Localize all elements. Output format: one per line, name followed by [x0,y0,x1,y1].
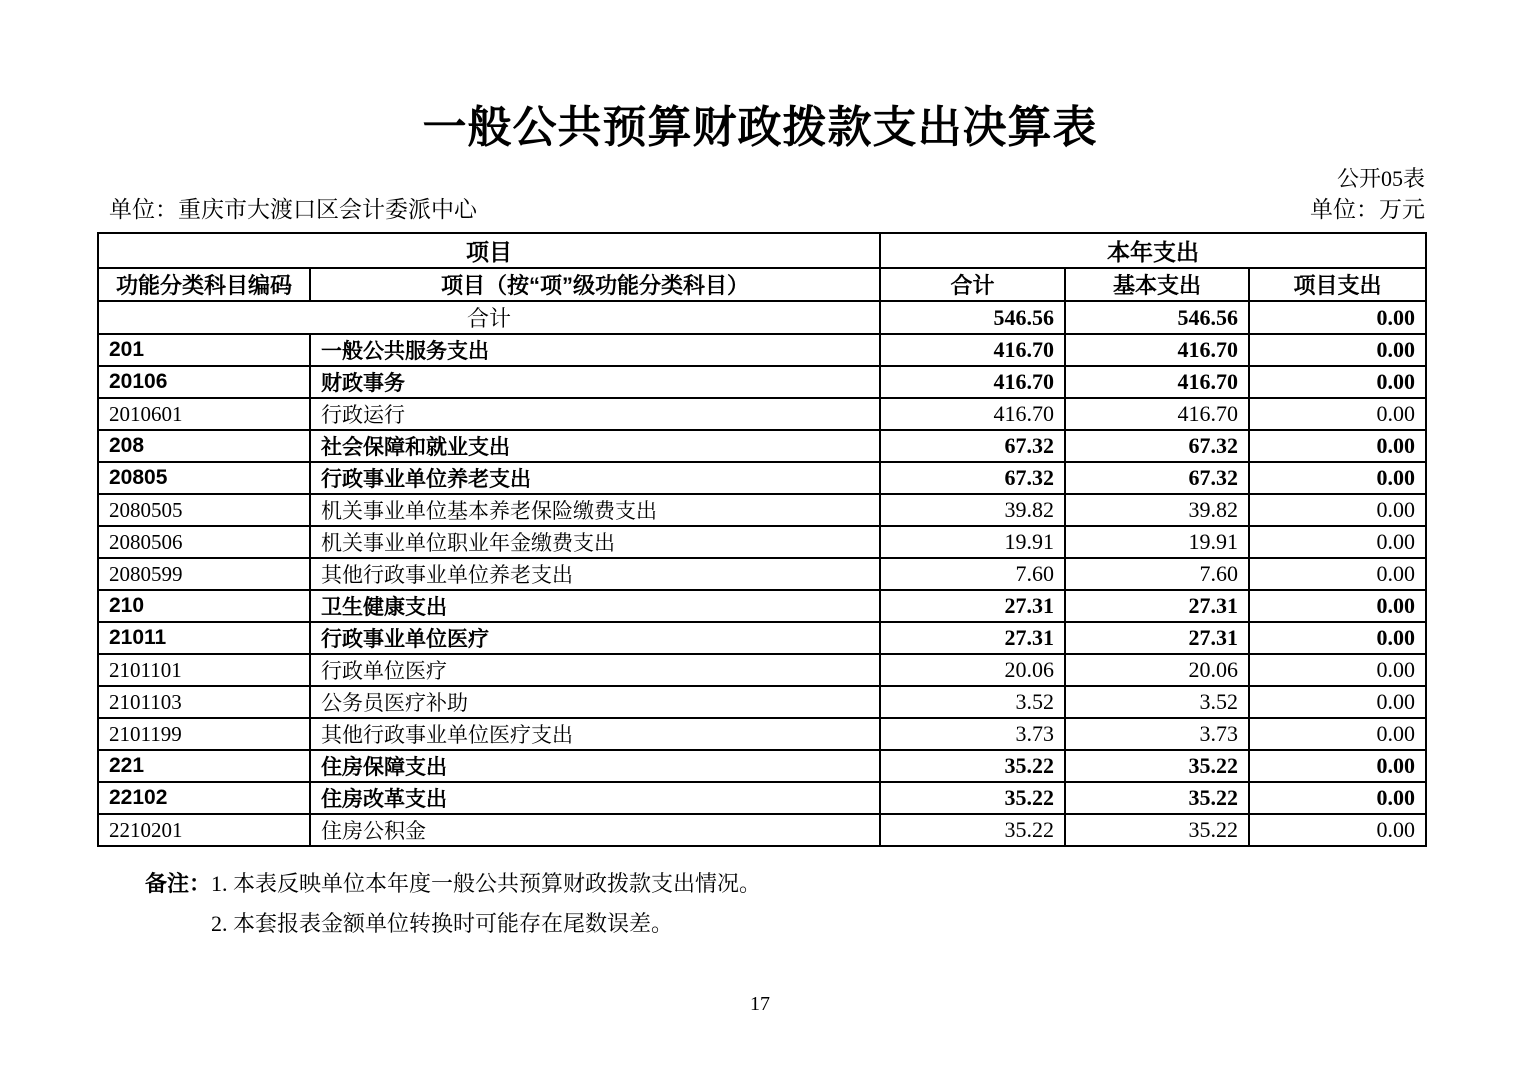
notes-label: 备注： [145,871,212,896]
table-row [98,814,1426,846]
cell-item-name: 其他行政事业单位养老支出 [310,558,880,590]
table-row [98,558,1426,590]
cell-project: 0.00 [1249,750,1426,782]
cell-total: 416.70 [880,366,1065,398]
cell-basic: 35.22 [1065,782,1249,814]
cell-item-name: 行政单位医疗 [310,654,880,686]
cell-basic: 27.31 [1065,622,1249,654]
cell-code: 2101103 [98,686,310,718]
cell-total: 67.32 [880,462,1065,494]
cell-basic: 35.22 [1065,814,1249,846]
table-row [98,718,1426,750]
cell-project: 0.00 [1249,558,1426,590]
cell-project: 0.00 [1249,494,1426,526]
cell-item-name: 机关事业单位职业年金缴费支出 [310,526,880,558]
notes-lines [211,864,761,944]
header-group-current-year: 本年支出 [880,233,1426,268]
cell-project: 0.00 [1249,462,1426,494]
table-total-row [98,301,1426,334]
table-row [98,430,1426,462]
table-header-row [98,268,1426,301]
table-row [98,334,1426,366]
note-item: 1. 本表反映单位本年度一般公共预算财政拨款支出情况。 [211,871,762,896]
cell-total: 35.22 [880,782,1065,814]
table-row [98,462,1426,494]
cell-project: 0.00 [1249,814,1426,846]
cell-item-name: 行政运行 [310,398,880,430]
table-row [98,686,1426,718]
table-row [98,590,1426,622]
cell-item-name: 其他行政事业单位医疗支出 [310,718,880,750]
cell-item-name: 行政事业单位医疗 [310,622,880,654]
cell-code: 22102 [98,782,310,814]
table-row [98,494,1426,526]
cell-code: 2101199 [98,718,310,750]
note-item: 2. 本套报表金额单位转换时可能存在尾数误差。 [211,911,674,936]
cell-item-name: 机关事业单位基本养老保险缴费支出 [310,494,880,526]
cell-total: 35.22 [880,750,1065,782]
cell-total: 3.52 [880,686,1065,718]
cell-project: 0.00 [1249,622,1426,654]
budget-expenditure-table [97,232,1427,847]
cell-basic: 67.32 [1065,462,1249,494]
total-row-label: 合计 [98,301,880,334]
cell-basic: 19.91 [1065,526,1249,558]
cell-basic: 27.31 [1065,590,1249,622]
cell-item-name: 财政事务 [310,366,880,398]
cell-total: 27.31 [880,622,1065,654]
cell-total: 35.22 [880,814,1065,846]
cell-code: 21011 [98,622,310,654]
cell-basic: 416.70 [1065,334,1249,366]
cell-code: 20805 [98,462,310,494]
cell-project: 0.00 [1249,590,1426,622]
cell-code: 2080506 [98,526,310,558]
cell-item-name: 一般公共服务支出 [310,334,880,366]
cell-item-name: 住房公积金 [310,814,880,846]
page-title: 一般公共预算财政拨款支出决算表 [422,103,1098,152]
header-function-code: 功能分类科目编码 [98,268,310,301]
cell-code: 210 [98,590,310,622]
table-row [98,398,1426,430]
cell-code: 2080599 [98,558,310,590]
cell-basic: 546.56 [1065,301,1249,334]
cell-total: 67.32 [880,430,1065,462]
cell-code: 2080505 [98,494,310,526]
cell-project: 0.00 [1249,526,1426,558]
cell-total: 546.56 [880,301,1065,334]
page-number: 17 [750,993,770,1015]
cell-total: 20.06 [880,654,1065,686]
table-row [98,366,1426,398]
cell-total: 19.91 [880,526,1065,558]
cell-item-name: 住房保障支出 [310,750,880,782]
notes-section [145,864,1425,944]
cell-basic: 35.22 [1065,750,1249,782]
unit-org-label: 单位：重庆市大渡口区会计委派中心 [109,197,477,222]
unit-currency-label: 单位：万元 [1310,197,1425,222]
cell-basic: 3.73 [1065,718,1249,750]
cell-code: 20106 [98,366,310,398]
cell-item-name: 住房改革支出 [310,782,880,814]
cell-total: 7.60 [880,558,1065,590]
header-group-item: 项目 [98,233,880,268]
cell-code: 221 [98,750,310,782]
cell-total: 27.31 [880,590,1065,622]
cell-code: 2010601 [98,398,310,430]
header-project-expenditure: 项目支出 [1249,268,1426,301]
cell-total: 416.70 [880,334,1065,366]
meta-row [97,194,1425,226]
header-total: 合计 [880,268,1065,301]
cell-total: 3.73 [880,718,1065,750]
cell-basic: 416.70 [1065,398,1249,430]
table-row [98,782,1426,814]
table-row [98,526,1426,558]
table-header-group-row [98,233,1426,268]
cell-total: 416.70 [880,398,1065,430]
cell-project: 0.00 [1249,654,1426,686]
table-row [98,654,1426,686]
cell-item-name: 行政事业单位养老支出 [310,462,880,494]
cell-basic: 3.52 [1065,686,1249,718]
cell-basic: 416.70 [1065,366,1249,398]
table-row [98,750,1426,782]
cell-project: 0.00 [1249,366,1426,398]
header-basic-expenditure: 基本支出 [1065,268,1249,301]
cell-code: 208 [98,430,310,462]
cell-code: 2210201 [98,814,310,846]
cell-basic: 7.60 [1065,558,1249,590]
cell-project: 0.00 [1249,398,1426,430]
header-item-name: 项目（按“项”级功能分类科目） [310,268,880,301]
cell-project: 0.00 [1249,301,1426,334]
cell-basic: 39.82 [1065,494,1249,526]
cell-basic: 67.32 [1065,430,1249,462]
table-row [98,622,1426,654]
cell-project: 0.00 [1249,782,1426,814]
cell-item-name: 卫生健康支出 [310,590,880,622]
cell-total: 39.82 [880,494,1065,526]
cell-item-name: 社会保障和就业支出 [310,430,880,462]
cell-basic: 20.06 [1065,654,1249,686]
cell-project: 0.00 [1249,430,1426,462]
cell-project: 0.00 [1249,718,1426,750]
cell-item-name: 公务员医疗补助 [310,686,880,718]
cell-project: 0.00 [1249,334,1426,366]
cell-code: 2101101 [98,654,310,686]
cell-code: 201 [98,334,310,366]
table-number-label: 公开05表 [1336,166,1425,191]
content-area [97,165,1425,944]
cell-project: 0.00 [1249,686,1426,718]
